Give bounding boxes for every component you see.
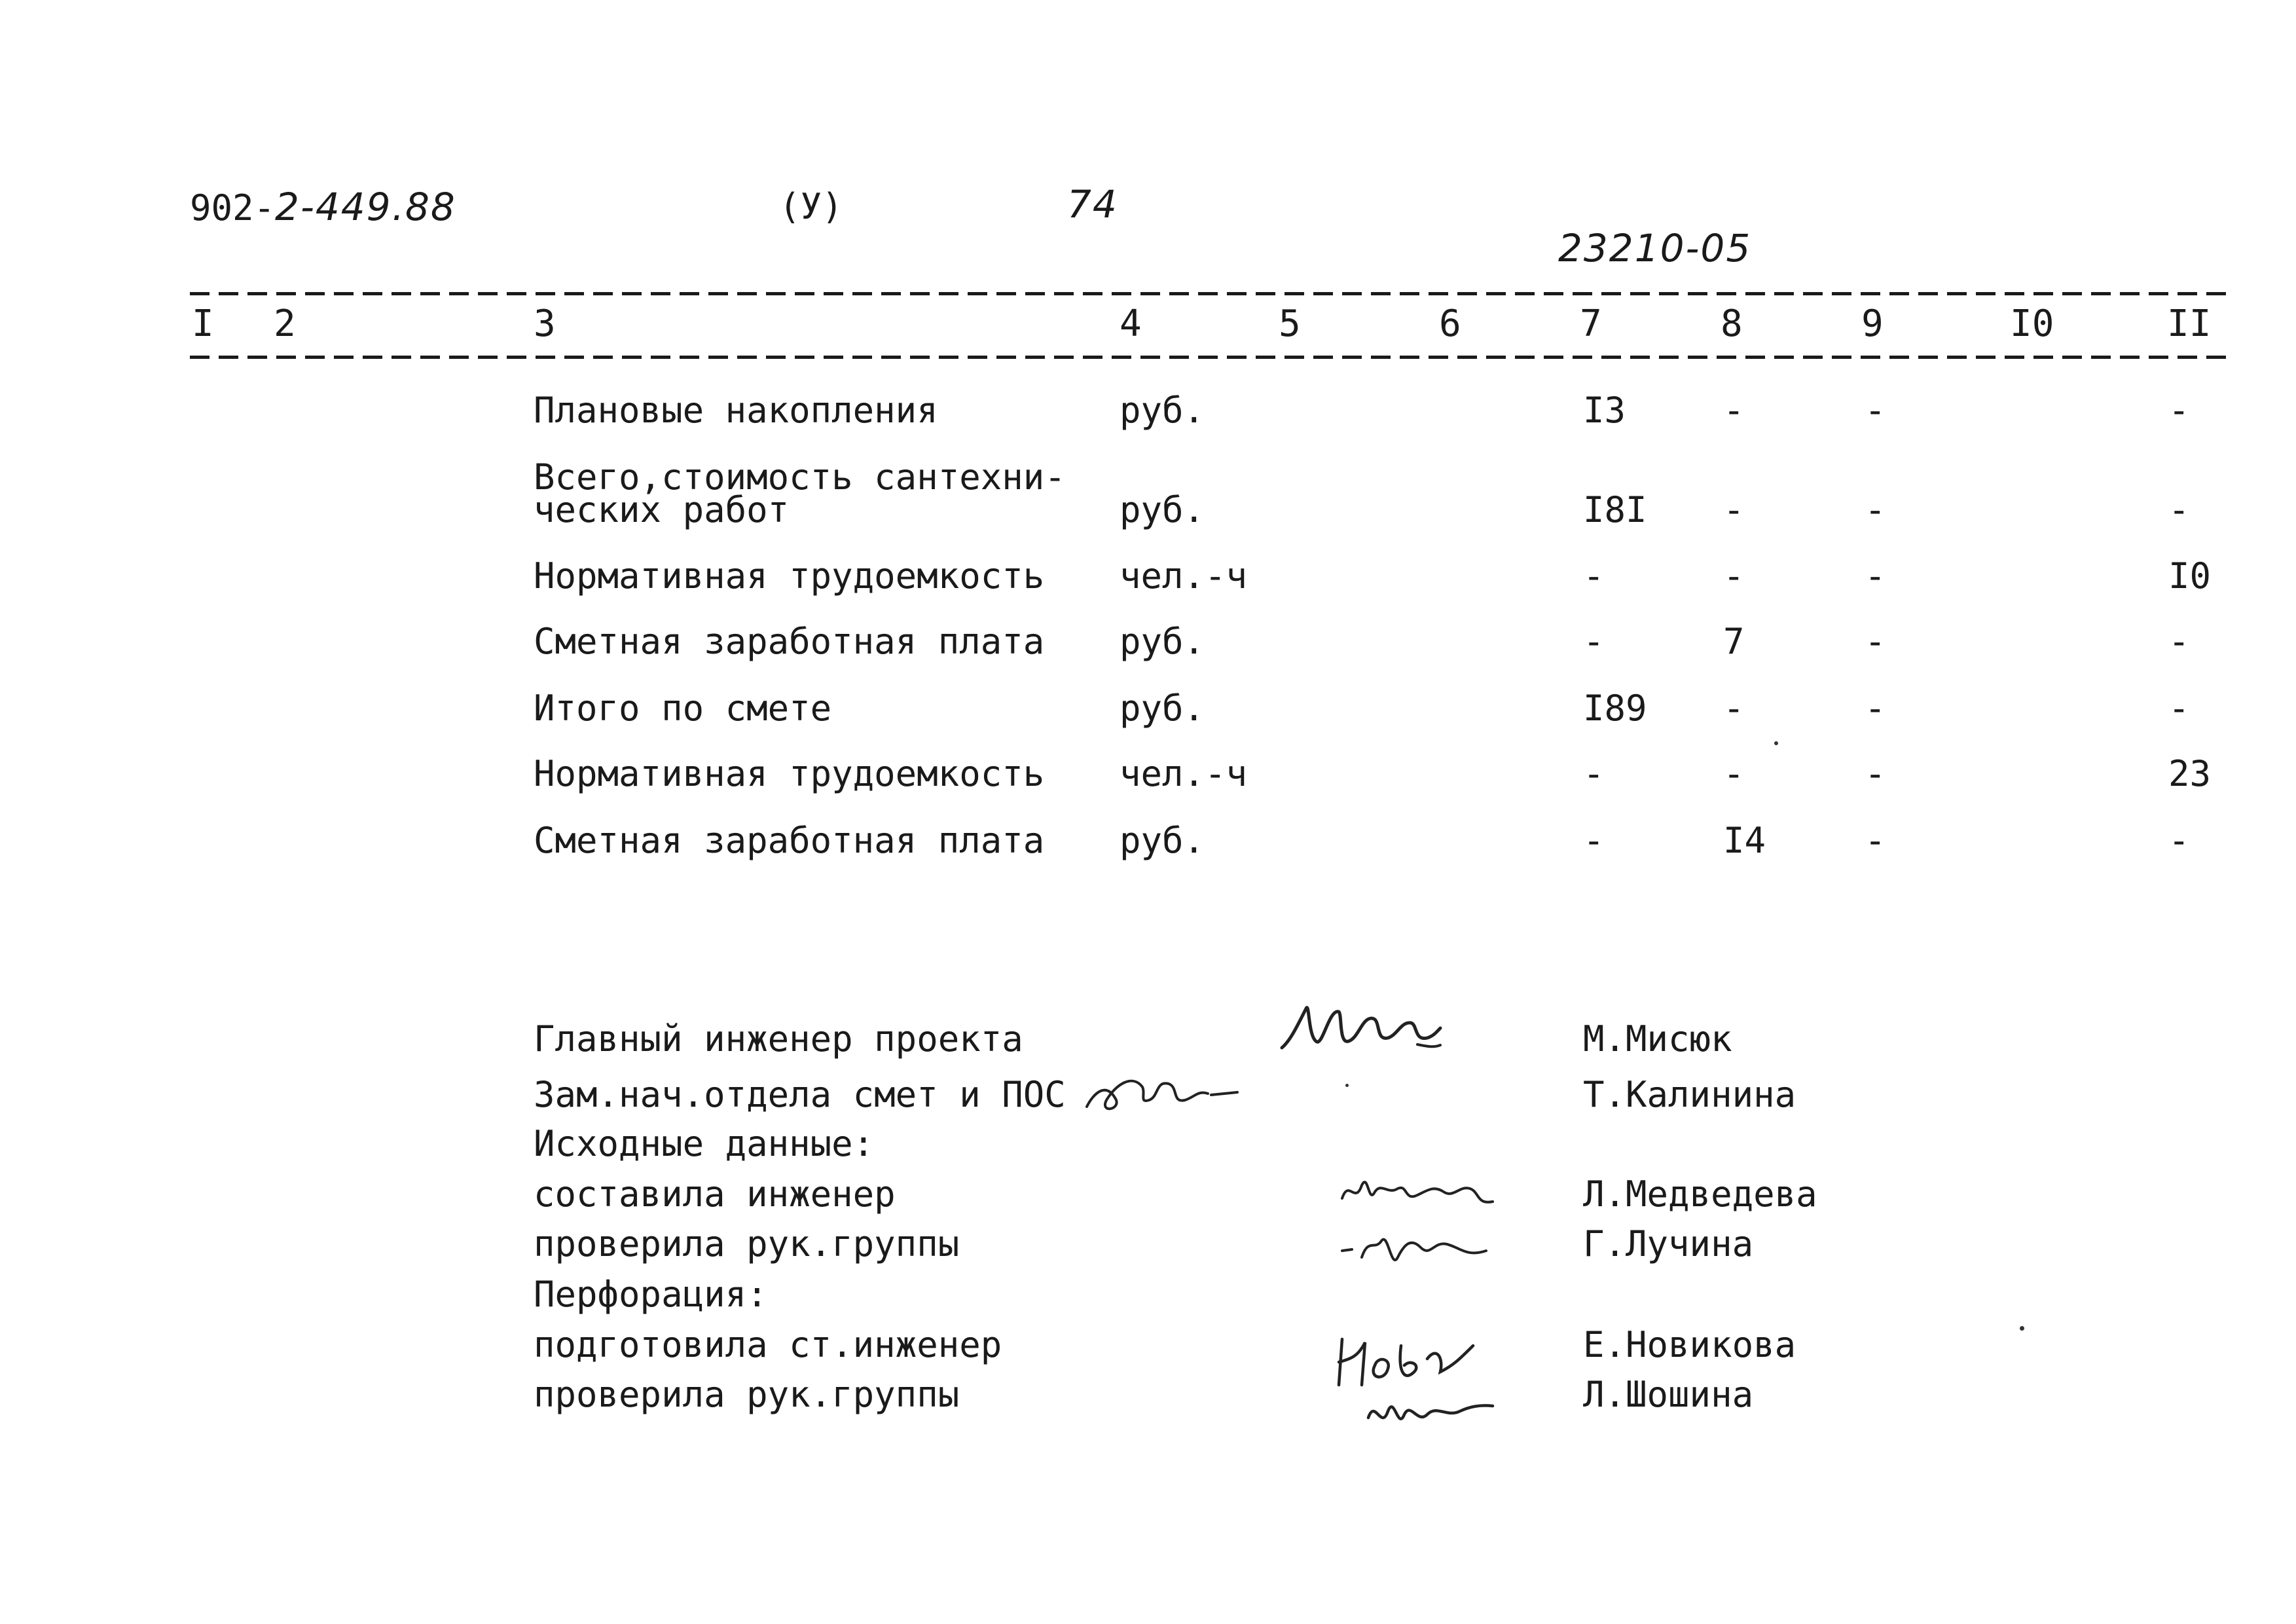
handwritten-signature — [1336, 1166, 1519, 1297]
signature-role: Главный инженер проекта — [534, 1018, 1023, 1060]
row-name: Плановые накопления — [534, 390, 938, 431]
column-number: 3 — [534, 303, 556, 345]
row-col7: I3 — [1583, 390, 1626, 431]
row-col7: - — [1583, 753, 1605, 794]
row-col8: - — [1723, 390, 1745, 431]
row-col8: 7 — [1723, 621, 1745, 662]
row-col11: 23 — [2168, 753, 2212, 794]
row-col7: I89 — [1583, 688, 1647, 729]
row-col9: - — [1865, 753, 1886, 794]
stray-mark — [1774, 741, 1778, 745]
signature-role: Зам.нач.отдела смет и ПОС — [534, 1074, 1066, 1115]
row-col9: - — [1865, 688, 1886, 729]
row-col8: - — [1723, 753, 1745, 794]
signature-section-heading: Перфорация: — [534, 1274, 768, 1315]
document-code-handwritten: 2-449.88 — [275, 185, 456, 229]
signature-person: Л.Шошина — [1583, 1374, 1754, 1415]
row-col11: - — [2168, 688, 2190, 729]
row-unit: чел.-ч — [1120, 753, 1248, 794]
document-code — [190, 185, 456, 229]
signature-role: составила инженер — [534, 1173, 896, 1215]
column-number: 2 — [274, 303, 296, 345]
row-unit: чел.-ч — [1120, 555, 1248, 597]
row-unit: руб. — [1120, 820, 1205, 861]
row-col8: - — [1723, 688, 1745, 729]
signature-role: проверила рук.группы — [534, 1223, 960, 1264]
column-number: 9 — [1861, 303, 1884, 345]
row-name: Нормативная трудоемкость — [534, 555, 1045, 597]
header-rule-top — [190, 292, 2226, 295]
handwritten-signature — [1329, 1320, 1512, 1450]
row-col7: - — [1583, 555, 1605, 597]
row-col11: - — [2168, 621, 2190, 662]
row-col11: - — [2168, 390, 2190, 431]
page-number: 74 — [1067, 182, 1118, 227]
column-number: 6 — [1439, 303, 1461, 345]
row-col7: - — [1583, 820, 1605, 861]
column-number: 7 — [1580, 303, 1602, 345]
column-number: II — [2167, 303, 2212, 345]
row-col7: - — [1583, 621, 1605, 662]
document-marker: (У) — [779, 186, 843, 227]
document-code-printed: 902- — [190, 187, 276, 229]
signature-role: подготовила ст.инженер — [534, 1324, 1002, 1365]
row-col8: I4 — [1723, 820, 1766, 861]
row-col9: - — [1865, 390, 1886, 431]
row-col9: - — [1865, 820, 1886, 861]
row-col11: - — [2168, 489, 2190, 530]
handwritten-signature — [1080, 1054, 1250, 1120]
row-unit: руб. — [1120, 489, 1205, 530]
row-col9: - — [1865, 621, 1886, 662]
row-unit: руб. — [1120, 390, 1205, 431]
signature-role: проверила рук.группы — [534, 1374, 960, 1415]
column-number: 5 — [1279, 303, 1301, 345]
row-name: Итого по смете — [534, 688, 832, 729]
row-col7: I8I — [1583, 489, 1647, 530]
header-rule-bottom — [190, 356, 2226, 359]
signature-person: М.Мисюк — [1583, 1018, 1732, 1060]
signature-person: Е.Новикова — [1583, 1324, 1796, 1365]
stray-mark — [2020, 1326, 2024, 1331]
row-name-line2: ческих работ — [534, 489, 790, 530]
row-name: Сметная заработная плата — [534, 820, 1045, 861]
column-number: 8 — [1721, 303, 1743, 345]
signature-person: Г.Лучина — [1583, 1223, 1754, 1264]
row-col8: - — [1723, 489, 1745, 530]
signature-section-heading: Исходные данные: — [534, 1123, 875, 1164]
row-name: Нормативная трудоемкость — [534, 753, 1045, 794]
row-col9: - — [1865, 489, 1886, 530]
column-number: I0 — [2010, 303, 2054, 345]
row-col11: - — [2168, 820, 2190, 861]
row-name-line1: Всего,стоимость сантехни- — [534, 456, 1066, 498]
row-name: Сметная заработная плата — [534, 621, 1045, 662]
column-number: 4 — [1120, 303, 1142, 345]
signature-person: Т.Калинина — [1583, 1074, 1796, 1115]
row-unit: руб. — [1120, 688, 1205, 729]
row-col8: - — [1723, 555, 1745, 597]
row-col9: - — [1865, 555, 1886, 597]
row-unit: руб. — [1120, 621, 1205, 662]
sheet-code: 23210-05 — [1558, 226, 1752, 270]
stray-mark — [1345, 1084, 1349, 1087]
handwritten-signature — [1277, 982, 1447, 1067]
column-number: I — [192, 303, 214, 345]
row-col11: I0 — [2168, 555, 2212, 597]
signature-person: Л.Медведева — [1583, 1173, 1817, 1215]
